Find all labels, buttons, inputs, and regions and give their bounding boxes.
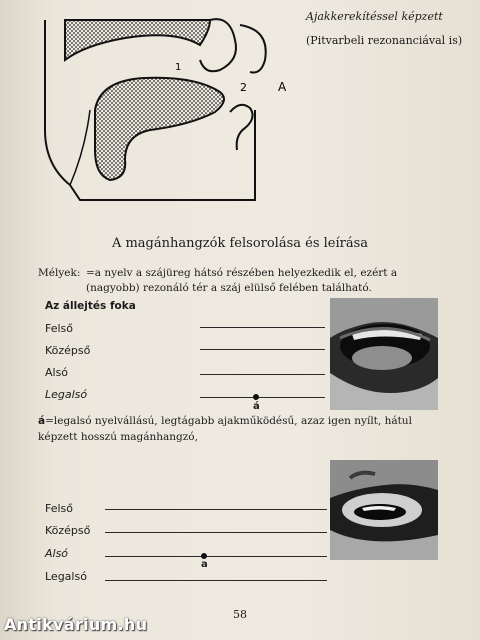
deep-vowels-definition <box>38 266 450 296</box>
level-middle-1: Középső <box>45 344 91 357</box>
jaw <box>70 110 90 185</box>
deep-label: Mélyek: <box>38 267 81 279</box>
figure-caption-italic: Ajakkerekítéssel képzett <box>306 10 443 23</box>
jaw-degree-heading: Az állejtés foka <box>45 300 136 312</box>
fill-line <box>200 397 325 398</box>
mouth-photo-open <box>330 298 438 410</box>
vowel-marker-letter: a <box>201 559 208 570</box>
fill-line <box>200 327 325 328</box>
tongue <box>95 78 224 180</box>
fill-line <box>105 556 327 557</box>
level-upper-2: Felső <box>45 502 74 515</box>
label-1: 1 <box>175 62 182 73</box>
label-2: 2 <box>240 81 247 94</box>
level-lowest-2: Legalsó <box>45 570 87 583</box>
a-vowel-description <box>38 413 438 445</box>
section-title: A magánhangzók felsorolása és leírása <box>111 236 369 251</box>
page-number: 58 <box>233 608 247 621</box>
fill-line <box>105 532 327 533</box>
level-upper-1: Felső <box>45 322 74 335</box>
watermark: Antikvárium.hu <box>4 615 148 634</box>
palate <box>65 20 210 60</box>
fill-line <box>105 580 327 581</box>
label-a: A <box>278 80 287 94</box>
fill-line <box>105 509 327 510</box>
a-text: =legalsó nyelvállású, legtágabb ajakműködésű, azaz igen nyílt, hátul képzett hosszú magánhangzó, <box>38 415 412 443</box>
fill-line <box>200 349 325 350</box>
upper-lip <box>240 25 266 73</box>
level-lowest-1: Legalsó <box>45 388 88 401</box>
a-letter: á <box>38 415 46 427</box>
vowel-marker-letter: á <box>253 401 260 412</box>
lower-lip <box>230 105 253 150</box>
figure-caption-note: (Pitvarbeli rezonanciával is) <box>306 34 463 47</box>
vowel-marker-dot <box>253 394 259 400</box>
vocal-tract-diagram <box>25 0 310 210</box>
deep-text: =a nyelv a szájüreg hátsó részében helyezkedik el, ezért a (nagyobb) rezonáló tér a száj elülső felében található. <box>86 267 398 294</box>
fill-line <box>200 374 325 375</box>
level-low-2: Alsó <box>45 547 69 560</box>
level-middle-2: Középső <box>45 524 91 537</box>
level-low-1: Alsó <box>45 366 69 379</box>
mouth-photo-rounded <box>330 460 438 560</box>
